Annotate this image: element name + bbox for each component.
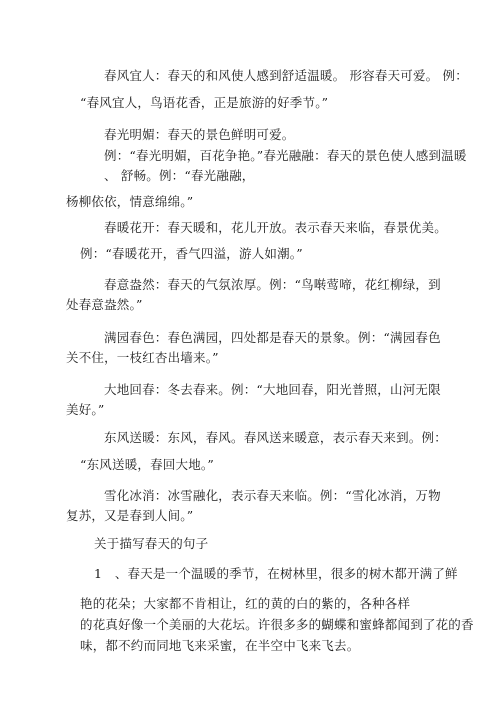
section-heading: 关于描写春天的句子	[94, 536, 209, 551]
text-line-6: 杨柳依依，情意绵绵。”	[66, 194, 194, 209]
text-line-21: 艳的花朵；大家都不肯相让，红的黄的白的紫的，各种各样	[80, 596, 411, 611]
text-line-11: 满园春色：春色满园，四处都是春天的景象。例：“满园春色	[104, 330, 441, 345]
text-line-8: 例：“春暖花开，香气四溢，游人如潮。”	[80, 246, 303, 261]
text-line-18: 复苏，又是春到人间。”	[66, 508, 194, 523]
text-line-15: 东风送暖：东风，春风。春风送来暖意，表示春天来到。例：	[104, 430, 447, 445]
text-line-23: 味，都不约而同地飞来采蜜，在半空中飞来飞去。	[80, 638, 360, 653]
text-line-4: 例：“春光明媚，百花争艳。”春光融融：春天的景色使人感到温暖	[104, 148, 467, 163]
text-line-1: 春风宜人：春天的和风使人感到舒适温暖。 形容春天可爱。 例：	[104, 68, 468, 83]
text-line-22: 的花真好像一个美丽的大花坛。许很多多的蝴蝶和蜜蜂都闻到了花的香	[80, 617, 474, 632]
text-line-10: 处春意盎然。”	[66, 297, 143, 312]
text-line-5: 、 舒畅。例：“春光融融，	[104, 168, 255, 183]
text-line-9: 春意盎然：春天的气氛浓厚。例：“鸟啭莺啼，花红柳绿，到	[104, 277, 441, 292]
text-line-14: 美好。”	[66, 402, 105, 417]
text-line-2: “春风宜人，鸟语花香，正是旅游的好季节。”	[80, 95, 329, 110]
text-line-16: “东风送暖，春回大地。”	[80, 457, 214, 472]
text-line-12: 关不住，一枝红杏出墙来。”	[66, 350, 219, 365]
text-line-17: 雪化冰消：冰雪融化，表示春天来临。例：“雪化冰消，万物	[104, 488, 441, 503]
text-line-7: 春暖花开：春天暖和，花儿开放。表示春天来临，春景优美。	[104, 220, 447, 235]
text-line-3: 春光明媚：春天的景色鲜明可爱。	[104, 127, 295, 142]
text-line-13: 大地回春：冬去春来。例：“大地回春，阳光普照，山河无限	[104, 382, 441, 397]
text-line-20: 1 、春天是一个温暖的季节，在树林里，很多的树木都开满了鲜	[94, 566, 458, 581]
